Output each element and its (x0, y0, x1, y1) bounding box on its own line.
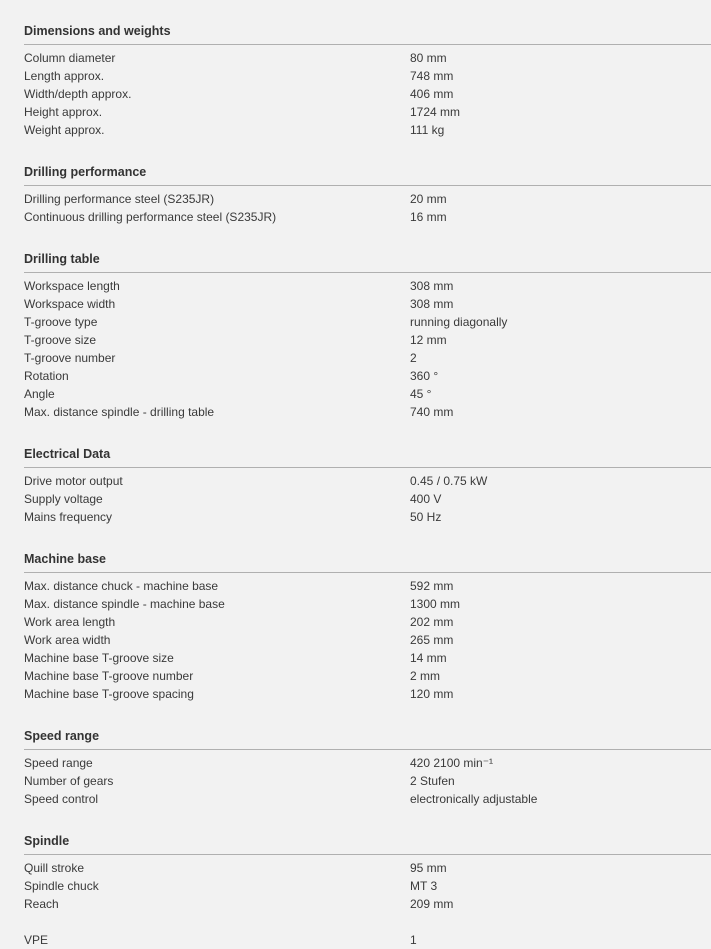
spec-label: T-groove number (24, 351, 116, 365)
section-divider (24, 185, 711, 186)
spec-label: Work area width (24, 633, 111, 647)
spec-label: Rotation (24, 369, 69, 383)
spec-row (24, 631, 711, 649)
spec-row (24, 349, 711, 367)
spec-label: Height approx. (24, 105, 103, 119)
spec-label: Speed control (24, 792, 99, 806)
spec-row (24, 613, 711, 631)
spec-row (24, 313, 711, 331)
spec-value: 2 (410, 351, 417, 365)
spec-value: 308 mm (410, 297, 454, 311)
spec-row (24, 508, 711, 526)
spec-value: 308 mm (410, 279, 454, 293)
section-title: Machine base (24, 552, 106, 566)
spec-value: 2 mm (410, 669, 440, 683)
spec-value: 95 mm (410, 861, 447, 875)
spec-value: running diagonally (410, 315, 508, 329)
spec-label: Max. distance chuck - machine base (24, 579, 219, 593)
spec-label: Workspace length (24, 279, 120, 293)
spec-value: 14 mm (410, 651, 447, 665)
section-divider (24, 572, 711, 573)
vpe-label: VPE (24, 933, 49, 947)
spec-value: 1300 mm (410, 597, 461, 611)
spec-value: 420 2100 min⁻¹ (410, 756, 494, 770)
spec-section (24, 246, 711, 421)
section-divider (24, 854, 711, 855)
spec-row (24, 772, 711, 790)
section-divider (24, 467, 711, 468)
spec-value: 209 mm (410, 897, 454, 911)
spec-value: 12 mm (410, 333, 447, 347)
spec-row (24, 385, 711, 403)
spec-section (24, 18, 711, 139)
spec-row (24, 49, 711, 67)
spec-label: Spindle chuck (24, 879, 99, 893)
spec-row (24, 403, 711, 421)
spec-label: T-groove size (24, 333, 97, 347)
spec-row (24, 490, 711, 508)
spec-value: 111 kg (410, 123, 445, 137)
spec-label: Length approx. (24, 69, 105, 83)
spec-value: 0.45 / 0.75 kW (410, 474, 488, 488)
spec-label: Angle (24, 387, 55, 401)
spec-label: Weight approx. (24, 123, 105, 137)
spec-value: 120 mm (410, 687, 454, 701)
spec-label: Max. distance spindle - machine base (24, 597, 225, 611)
spec-section (24, 441, 711, 526)
spec-label: Machine base T-groove spacing (24, 687, 194, 701)
spec-row (24, 277, 711, 295)
spec-label: Speed range (24, 756, 93, 770)
spec-label: Quill stroke (24, 861, 85, 875)
spec-label: Number of gears (24, 774, 114, 788)
section-divider (24, 749, 711, 750)
spec-row (24, 685, 711, 703)
spec-section (24, 546, 711, 703)
spec-value: 360 ° (410, 369, 439, 383)
spec-section (24, 723, 711, 808)
spec-row (24, 667, 711, 685)
spec-row (24, 103, 711, 121)
spec-label: Work area length (24, 615, 116, 629)
spec-row (24, 67, 711, 85)
spec-label: Column diameter (24, 51, 116, 65)
spec-label: Width/depth approx. (24, 87, 132, 101)
spec-value: 400 V (410, 492, 442, 506)
section-title: Spindle (24, 834, 70, 848)
spec-label: T-groove type (24, 315, 98, 329)
spec-row (24, 859, 711, 877)
spec-row (24, 121, 711, 139)
vpe-row (24, 931, 711, 949)
spec-row (24, 754, 711, 772)
spec-row (24, 85, 711, 103)
spec-label: Supply voltage (24, 492, 103, 506)
spec-row (24, 367, 711, 385)
spec-value: 748 mm (410, 69, 454, 83)
spec-label: Machine base T-groove number (24, 669, 194, 683)
spec-row (24, 472, 711, 490)
vpe-value: 1 (410, 933, 417, 947)
section-divider (24, 272, 711, 273)
spec-label: Mains frequency (24, 510, 113, 524)
spec-row (24, 595, 711, 613)
section-title: Electrical Data (24, 447, 111, 461)
section-title: Drilling performance (24, 165, 147, 179)
spec-value: 16 mm (410, 210, 447, 224)
spec-section (24, 159, 711, 226)
spec-value: electronically adjustable (410, 792, 538, 806)
spec-row (24, 331, 711, 349)
spec-value: 45 ° (410, 387, 432, 401)
spec-value: 2 Stufen (410, 774, 455, 788)
spec-value: 265 mm (410, 633, 454, 647)
spec-label: Reach (24, 897, 59, 911)
spec-row (24, 649, 711, 667)
spec-value: 80 mm (410, 51, 447, 65)
spec-row (24, 577, 711, 595)
spec-value: 50 Hz (410, 510, 442, 524)
spec-row (24, 190, 711, 208)
spec-value: 592 mm (410, 579, 454, 593)
spec-label: Continuous drilling performance steel (S235JR) (24, 210, 277, 224)
spec-row (24, 877, 711, 895)
section-title: Speed range (24, 729, 100, 743)
spec-label: Machine base T-groove size (24, 651, 174, 665)
section-title: Drilling table (24, 252, 100, 266)
spec-label: Max. distance spindle - drilling table (24, 405, 215, 419)
spec-label: Workspace width (24, 297, 116, 311)
spec-label: Drilling performance steel (S235JR) (24, 192, 215, 206)
spec-row (24, 295, 711, 313)
spec-value: MT 3 (410, 879, 438, 893)
spec-value: 202 mm (410, 615, 454, 629)
spec-label: Drive motor output (24, 474, 123, 488)
spec-section (24, 828, 711, 913)
spec-table (24, 18, 711, 949)
section-title: Dimensions and weights (24, 24, 171, 38)
spec-value: 406 mm (410, 87, 454, 101)
spec-value: 20 mm (410, 192, 447, 206)
spec-row (24, 895, 711, 913)
spec-row (24, 208, 711, 226)
spec-value: 740 mm (410, 405, 454, 419)
spec-row (24, 790, 711, 808)
spec-value: 1724 mm (410, 105, 461, 119)
section-divider (24, 44, 711, 45)
